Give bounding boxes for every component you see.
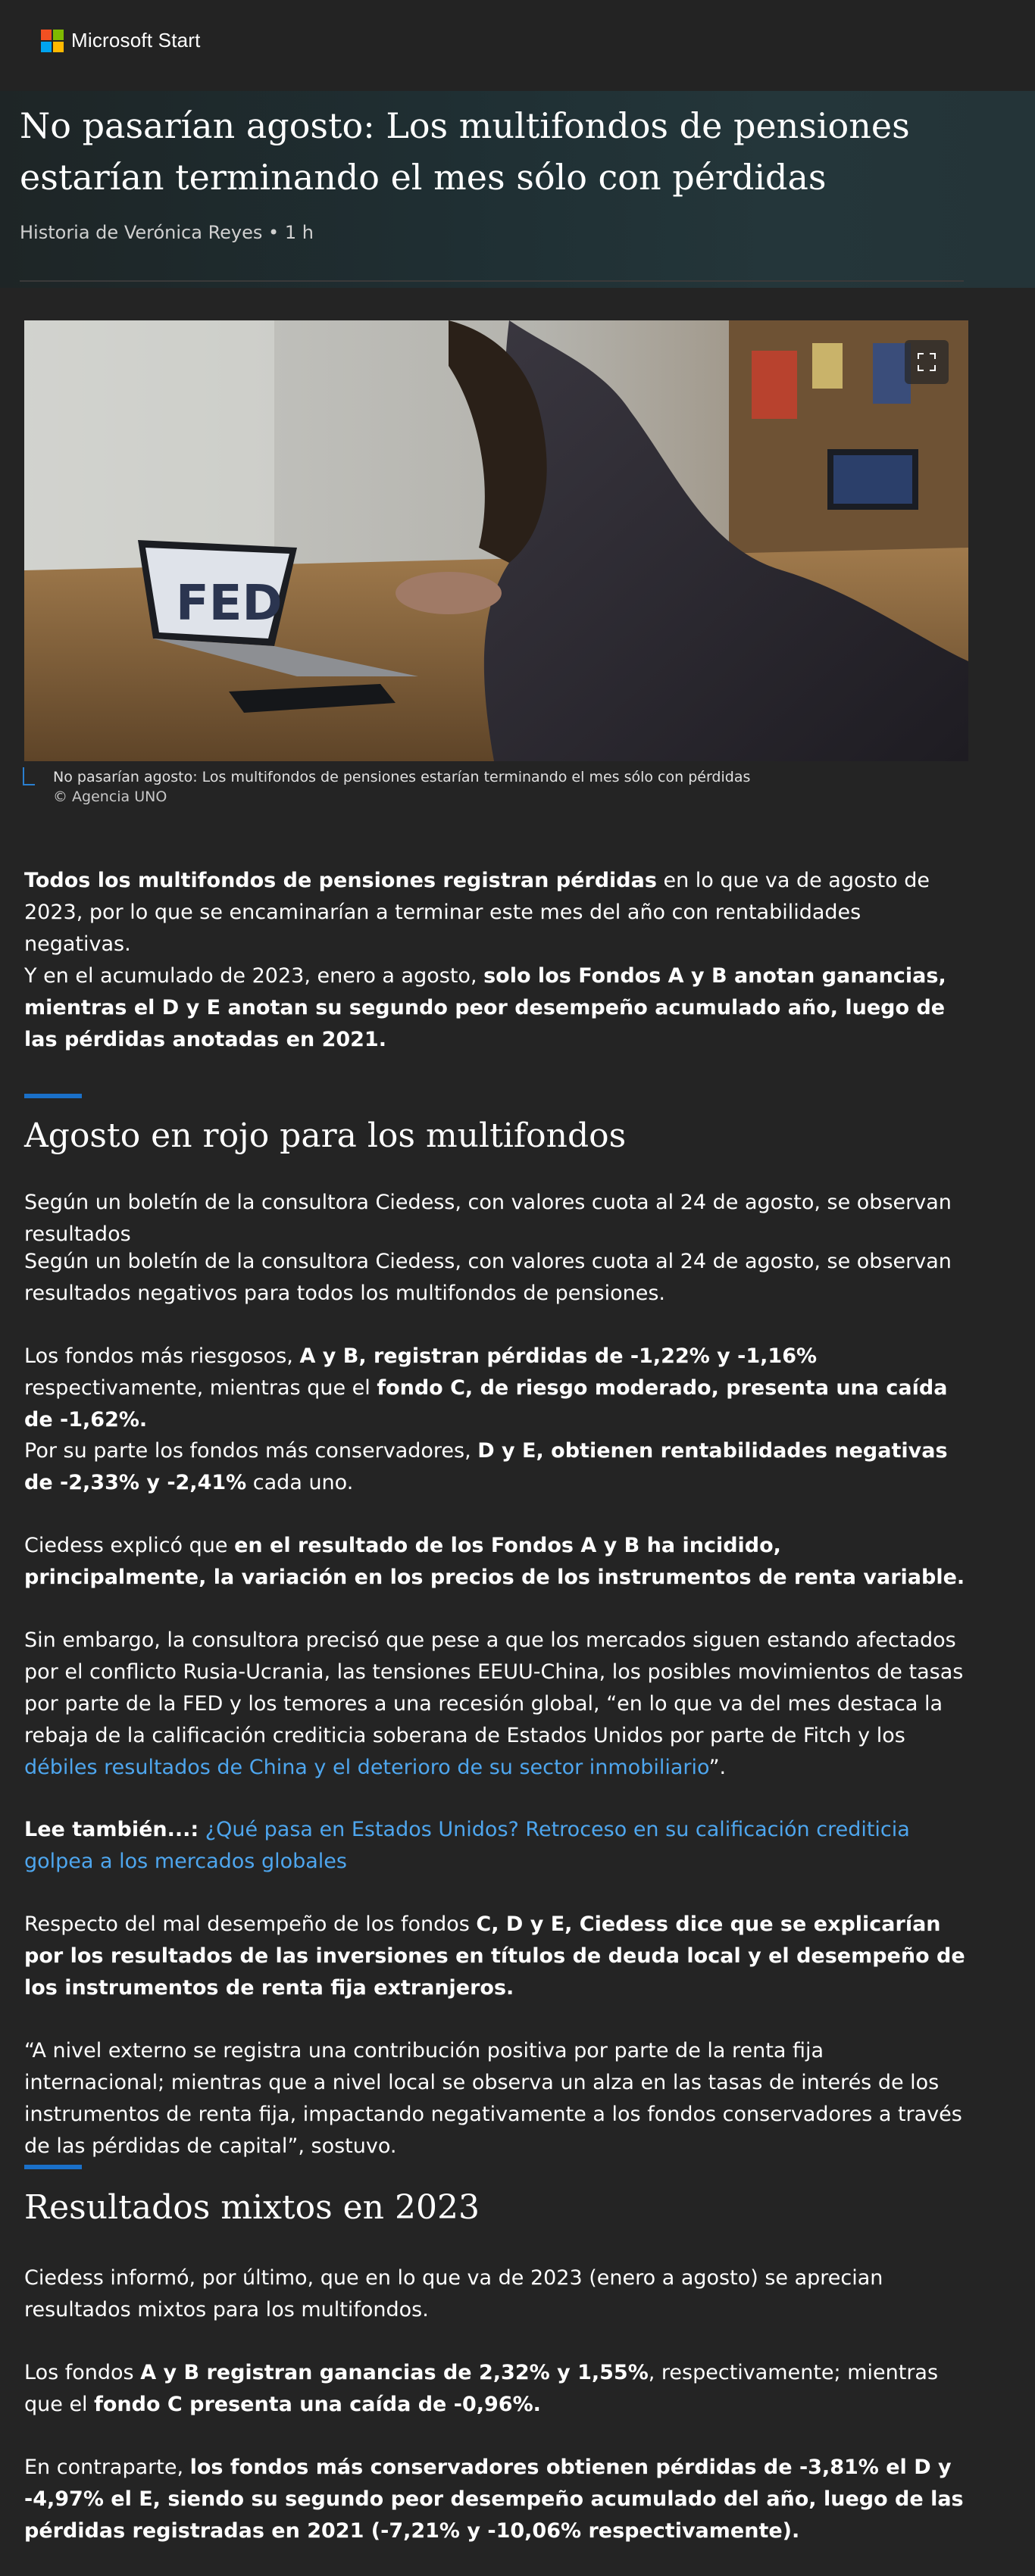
paragraph-5-bold: D y E, obtienen rentabilidades negativas de -2,33% y -2,41%	[24, 1439, 948, 1494]
logo-square-red	[41, 30, 52, 40]
section-accent-bar	[24, 1094, 82, 1098]
paragraph-7-text-a: Sin embargo, la consultora precisó que pese a que los mercados siguen estando afectados por el conflicto Rusia-Ucrania, las tensiones EEUU-China, los posibles movimientos de tasas por parte de la FED y los temores a una recesión global, “en lo que va del mes destaca la rebaja de la calificación crediticia soberana de Estados Unidos por parte de Fitch y los	[24, 1628, 964, 1747]
paragraph-9-text: Respecto del mal desempeño de los fondos	[24, 1912, 477, 1936]
section-heading-2: Resultados mixtos en 2023	[24, 2188, 480, 2227]
image-caption: No pasarían agosto: Los multifondos de pensiones estarían terminando el mes sólo con pérdidas	[53, 769, 751, 785]
china-results-link[interactable]: débiles resultados de China y el deterioro de su sector inmobiliario	[24, 1756, 709, 1779]
paragraph-12-bold-a: A y B registran ganancias de 2,32% y 1,55%	[140, 2361, 649, 2384]
paragraph-4-text-b: respectivamente, mientras que el	[24, 1376, 377, 1400]
article-byline: Historia de Verónica Reyes • 1 h	[20, 222, 314, 243]
paragraph-3-duplicate: Según un boletín de la consultora Ciedess, con valores cuota al 24 de agosto, se observan resultados	[24, 1191, 952, 1246]
logo-square-green	[53, 30, 64, 40]
paragraph-12	[24, 2357, 967, 2421]
paragraph-12-text-b: , respectivamente; mientras que el	[24, 2361, 939, 2416]
photo-illustration	[24, 320, 968, 761]
paragraph-5-text-b: cada uno.	[246, 1471, 354, 1494]
paragraph-10-quote: “A nivel externo se registra una contribución positiva por parte de la renta fija internacional; mientras que a nivel local se observa un alza en las tasas de interés de los instrumentos de renta fija, impactando negativamente a los fondos conservadores a través de las pérdidas de capital”, sostuvo.	[24, 2039, 962, 2158]
paragraph-5-text-a: Por su parte los fondos más conservadores,	[24, 1439, 478, 1463]
read-also-paragraph	[24, 1814, 967, 1878]
image-credit: © Agencia UNO	[53, 788, 167, 805]
read-also-label: Lee también...:	[24, 1818, 199, 1841]
paragraph-4	[24, 1341, 967, 1436]
logo-square-blue	[41, 42, 52, 52]
paragraph-5	[24, 1435, 967, 1499]
paragraph-2	[24, 960, 967, 1056]
paragraph-7-text-b: ”.	[708, 1756, 727, 1779]
expand-icon	[916, 351, 937, 373]
read-also-link[interactable]: ¿Qué pasa en Estados Unidos? Retroceso en su calificación crediticia golpea a los mercados globales	[24, 1818, 910, 1873]
paragraph-9-bold: C, D y E, Ciedess dice que se explicarían por los resultados de las inversiones en títulos de deuda local y el desempeño de los instrumentos de renta fija extranjeros.	[24, 1912, 965, 2000]
paragraph-2-text: Y en el acumulado de 2023, enero a agosto,	[24, 964, 484, 988]
paragraph-9	[24, 1909, 967, 2004]
laptop-screen-text: FED	[176, 576, 283, 632]
paragraph-1	[24, 865, 967, 960]
paragraph-13-bold: los fondos más conservadores obtienen pérdidas de -3,81% el D y -4,97% el E, siendo su segundo peor desempeño acumulado del año, luego de las pérdidas registradas en 2021 (-7,21% y -10,06% respectivamente).	[24, 2456, 964, 2543]
paragraph-12-bold-b: fondo C presenta una caída de -0,96%.	[94, 2393, 541, 2416]
top-bar	[0, 0, 1035, 91]
paragraph-4-bold-b: fondo C, de riesgo moderado, presenta una caída de -1,62%.	[24, 1376, 948, 1432]
paragraph-2-bold: solo los Fondos A y B anotan ganancias, mientras el D y E anotan su segundo peor desempeño acumulado año, luego de las pérdidas anotadas en 2021.	[24, 964, 946, 1051]
brand-name: Microsoft Start	[71, 29, 201, 52]
article-title: No pasarían agosto: Los multifondos de pensiones estarían terminando el mes sólo con pérdidas	[20, 105, 910, 198]
paragraph-3: Según un boletín de la consultora Ciedess, con valores cuota al 24 de agosto, se observan resultados negativos para todos los multifondos de pensiones.	[24, 1250, 952, 1305]
logo-square-yellow	[53, 42, 64, 52]
brand-logo-link[interactable]	[41, 29, 201, 52]
paragraph-13-text: En contraparte,	[24, 2456, 190, 2479]
header-divider	[20, 280, 964, 282]
paragraph-4-text-a: Los fondos más riesgosos,	[24, 1344, 300, 1368]
paragraph-7	[24, 1625, 967, 1784]
paragraph-12-text-a: Los fondos	[24, 2361, 141, 2384]
paragraph-6	[24, 1530, 967, 1594]
paragraph-1-bold: Todos los multifondos de pensiones registran pérdidas	[24, 869, 657, 892]
paragraph-4-bold-a: A y B, registran pérdidas de -1,22% y -1,16%	[299, 1344, 818, 1368]
paragraph-6-text: Ciedess explicó que	[24, 1534, 235, 1557]
paragraph-11: Ciedess informó, por último, que en lo que va de 2023 (enero a agosto) se aprecian resultados mixtos para los multifondos.	[24, 2266, 883, 2322]
paragraph-13	[24, 2452, 967, 2547]
expand-image-button[interactable]	[905, 340, 949, 384]
article-image[interactable]	[24, 320, 968, 761]
caption-marker	[23, 767, 35, 785]
section-accent-bar-2	[24, 2165, 82, 2169]
microsoft-logo-icon	[41, 30, 64, 52]
paragraph-1-text: en lo que va de agosto de 2023, por lo que se encaminarían a terminar este mes del año con rentabilidades negativas.	[24, 869, 930, 956]
section-heading-1: Agosto en rojo para los multifondos	[24, 1116, 627, 1155]
paragraph-6-bold: en el resultado de los Fondos A y B ha incidido, principalmente, la variación en los precios de los instrumentos de renta variable.	[24, 1534, 965, 1589]
